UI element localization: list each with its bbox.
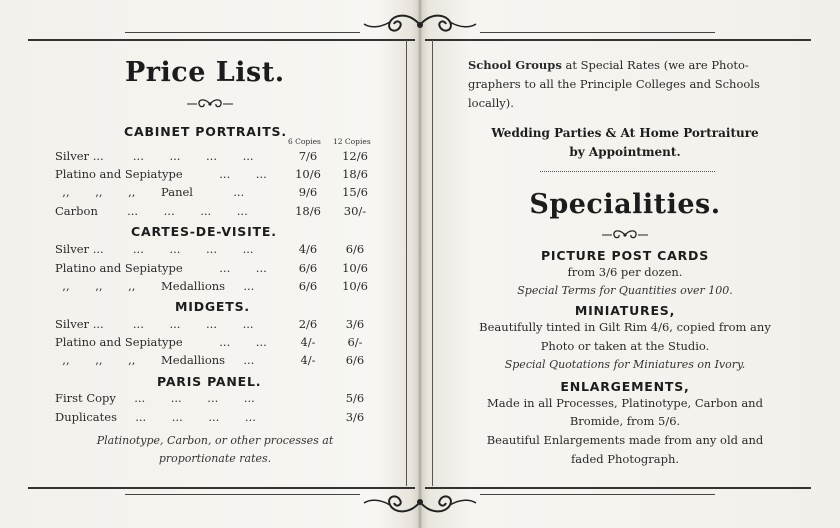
price-12-copies: 6/6 (345, 353, 365, 367)
price-6-copies: 10/6 (295, 167, 321, 181)
price-12-copies: 10/6 (342, 261, 368, 275)
post-cards-terms: Special Terms for Quantities over 100. (517, 284, 733, 297)
price-12-copies: 6/6 (345, 242, 365, 256)
price-6-copies: 6/6 (298, 261, 318, 275)
post-cards-price: from 3/6 per dozen. (567, 265, 683, 279)
price-12-copies: 6/- (347, 335, 363, 349)
school-groups-line-2: graphers to all the Principle Colleges and Schools (468, 77, 760, 91)
price-12-copies: 10/6 (342, 279, 368, 293)
top-thin-rule-left (125, 32, 360, 33)
section-heading-picture-post-cards: PICTURE POST CARDS (540, 248, 710, 263)
price-row-label: ,, ,, ,, Medallions ... (55, 279, 255, 293)
price-6-copies: 4/6 (298, 242, 318, 256)
price-row-label: Duplicates ... ... ... ... (55, 410, 256, 424)
price-row-label: ,, ,, ,, Panel ... (55, 185, 245, 199)
footnote-line-2: proportionate rates. (158, 452, 272, 465)
price-6-copies: 4/- (300, 353, 316, 367)
price-row-label: First Copy ... ... ... ... (55, 391, 255, 405)
price-row (55, 149, 375, 165)
price-6-copies: 18/6 (295, 204, 321, 218)
column-header-12-copies: 12 Copies (333, 137, 371, 146)
price-row (55, 167, 375, 183)
price-row-label: Platino and Sepiatype ... ... (55, 167, 267, 181)
bottom-rule-left (28, 487, 415, 489)
price-12-copies: 18/6 (342, 167, 368, 181)
school-groups-label: School Groups (468, 58, 562, 72)
wedding-parties-line-1: Wedding Parties & At Home Portraiture (491, 126, 759, 140)
price-list-title: Price List. (125, 57, 285, 88)
miniatures-line-1: Beautifully tinted in Gilt Rim 4/6, copied from any (479, 320, 771, 334)
price-row-label: ,, ,, ,, Medallions ... (55, 353, 255, 367)
price-row-label: Platino and Sepiatype ... ... (55, 335, 267, 349)
price-row-label: Carbon ... ... ... ... (55, 204, 248, 218)
top-rule-left (28, 39, 415, 41)
bottom-rule-right (425, 487, 811, 489)
bottom-thin-rule-left (125, 494, 360, 495)
specialities-title: Specialities. (529, 189, 721, 220)
price-row (55, 353, 375, 369)
price-12-copies: 15/6 (342, 185, 368, 199)
price-row (55, 242, 375, 258)
section-heading-cabinet-portraits: CABINET PORTRAITS. (124, 124, 287, 139)
top-rule-right (425, 39, 811, 41)
section-heading-miniatures: MINIATURES, (574, 303, 676, 318)
column-header-6-copies: 6 Copies (288, 137, 321, 146)
price-row (55, 335, 375, 351)
price-row-label: Silver ... ... ... ... ... (55, 317, 254, 331)
wedding-parties-line-2: by Appointment. (569, 145, 681, 159)
top-thin-rule-right (480, 32, 715, 33)
price-row (55, 410, 375, 426)
price-row-label: Silver ... ... ... ... ... (55, 242, 254, 256)
enlargements-line-1: Made in all Processes, Platinotype, Carbon and (487, 396, 763, 410)
dotted-divider (540, 171, 715, 172)
school-groups-line-3: locally). (468, 96, 514, 110)
section-heading-enlargements: ENLARGEMENTS, (560, 379, 690, 394)
school-groups-line-1 (440, 58, 810, 72)
small-flourish-left (185, 97, 235, 111)
section-heading-paris-panel: PARIS PANEL. (157, 374, 262, 389)
footnote-line-1: Platinotype, Carbon, or other processes at (96, 434, 334, 447)
miniatures-quotations: Special Quotations for Miniatures on Ivory. (504, 358, 746, 371)
price-6-copies: 7/6 (298, 149, 318, 163)
price-row (55, 185, 375, 201)
right-inner-vertical-rule (432, 40, 433, 486)
price-6-copies: 6/6 (298, 279, 318, 293)
price-12-copies: 12/6 (342, 149, 368, 163)
price-6-copies: 2/6 (298, 317, 318, 331)
school-groups-line-1-text: at Special Rates (we are Photo- (561, 58, 749, 72)
price-row (55, 391, 375, 407)
price-row (55, 204, 375, 220)
price-row-label: Platino and Sepiatype ... ... (55, 261, 267, 275)
price-row (55, 279, 375, 295)
enlargements-line-2: Bromide, from 5/6. (569, 414, 681, 428)
price-row-label: Silver ... ... ... ... ... (55, 149, 254, 163)
price-6-copies: 4/- (300, 335, 316, 349)
bottom-scroll-ornament (360, 487, 480, 517)
top-scroll-ornament (360, 10, 480, 40)
left-inner-vertical-rule (406, 40, 407, 486)
small-flourish-right (600, 228, 650, 242)
section-heading-midgets: MIDGETS. (175, 299, 250, 314)
miniatures-line-2: Photo or taken at the Studio. (540, 339, 710, 353)
price-row (55, 317, 375, 333)
price-12-copies: 3/6 (345, 410, 365, 424)
center-fold (418, 0, 422, 528)
enlargements-line-3: Beautiful Enlargements made from any old and (486, 433, 764, 447)
enlargements-line-4: faded Photograph. (570, 452, 680, 466)
price-12-copies: 5/6 (345, 391, 365, 405)
section-heading-cartes-de-visite: CARTES-DE-VISITE. (131, 224, 277, 239)
price-6-copies: 9/6 (298, 185, 318, 199)
bottom-thin-rule-right (480, 494, 715, 495)
price-12-copies: 3/6 (345, 317, 365, 331)
price-row (55, 261, 375, 277)
price-12-copies: 30/- (343, 204, 367, 218)
